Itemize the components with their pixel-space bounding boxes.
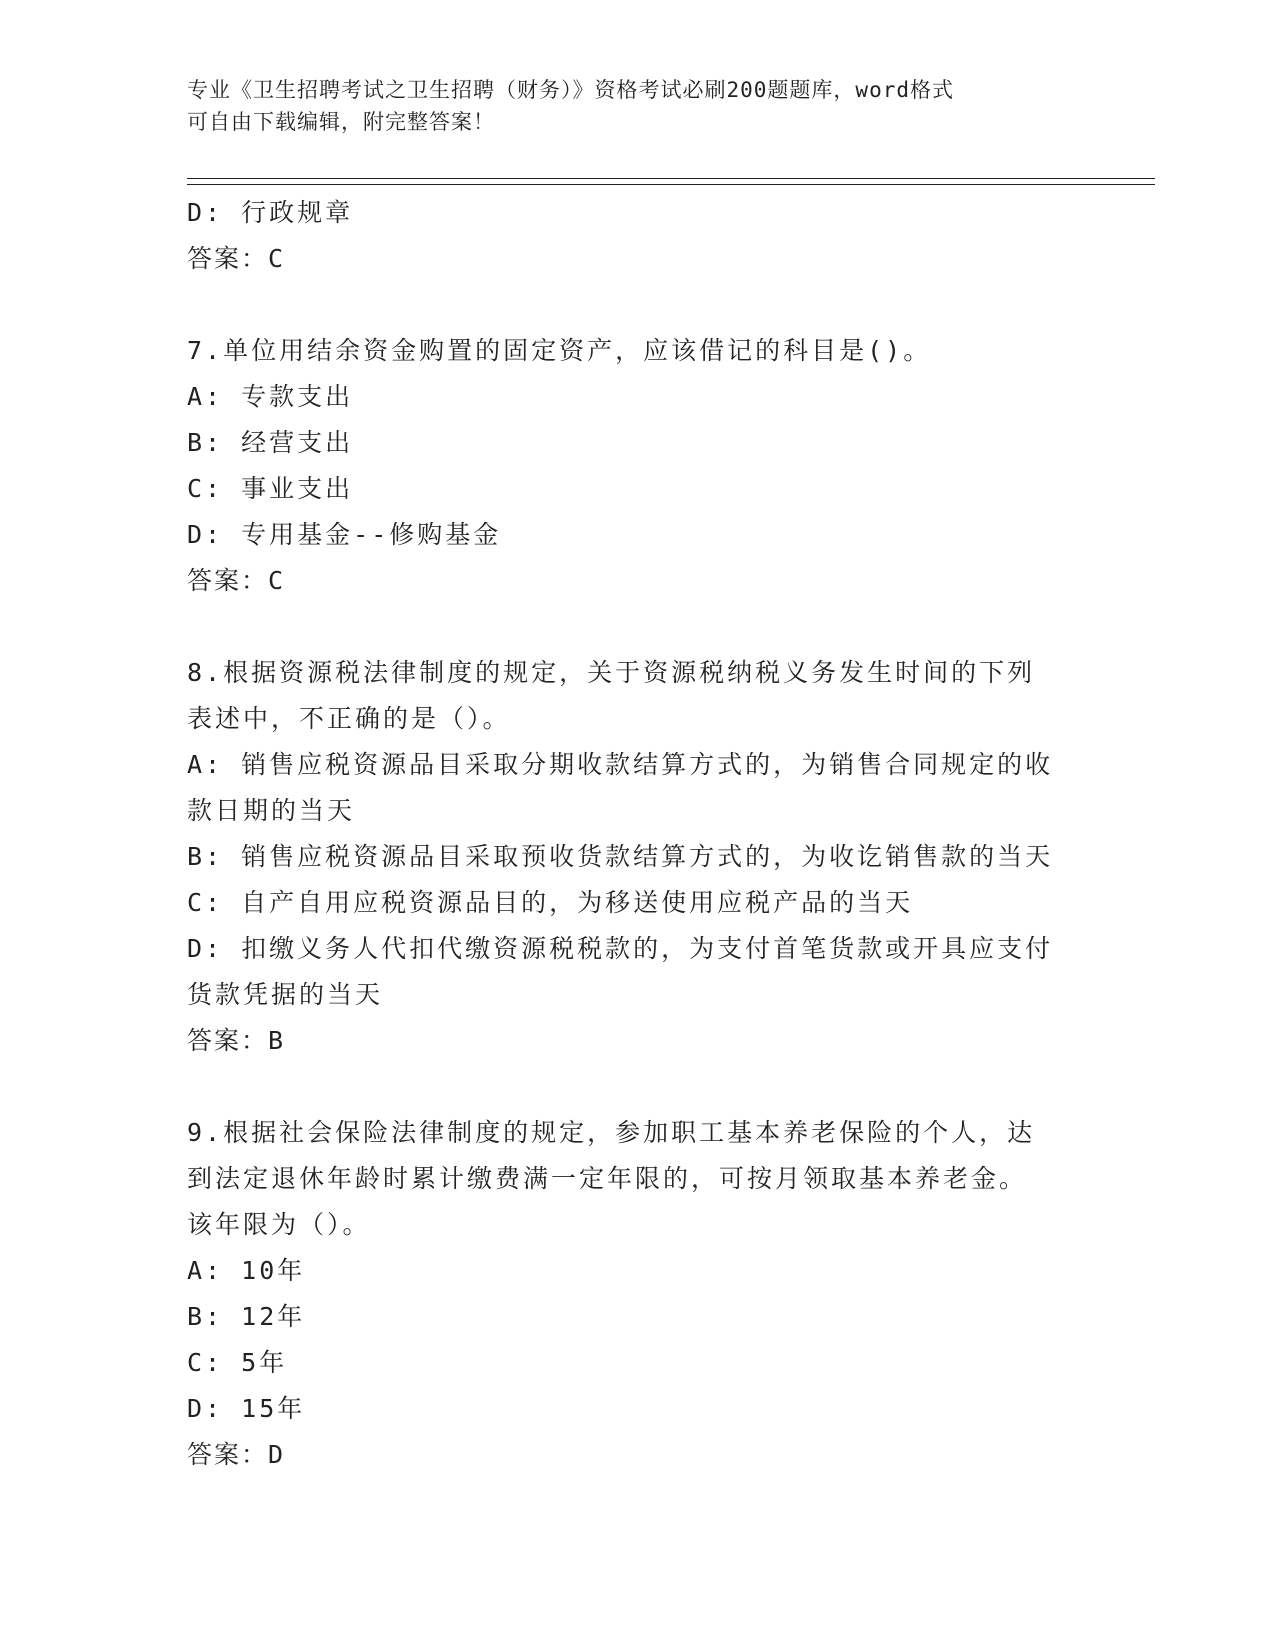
header-title-line-1: 专业《卫生招聘考试之卫生招聘（财务）》资格考试必刷200题题库，word格式 <box>187 78 954 102</box>
option-d-line: 货款凭据的当天 <box>187 980 384 1009</box>
option-d: D: 行政规章 <box>187 198 354 227</box>
question-stem-line: 该年限为（）。 <box>187 1210 371 1239</box>
answer-line: 答案：B <box>187 1026 286 1055</box>
option-a <box>187 742 1087 834</box>
question-7 <box>187 328 1087 604</box>
question-stem <box>187 650 1087 742</box>
question-stem-line: 7.单位用结余资金购置的固定资产，应该借记的科目是()。 <box>187 336 932 365</box>
option-a: A: 10年 <box>187 1256 306 1285</box>
option-a: A: 专款支出 <box>187 382 354 411</box>
option-b: B: 经营支出 <box>187 428 354 457</box>
answer-line: 答案：C <box>187 566 286 595</box>
option-d <box>187 926 1087 1018</box>
option-a-line: A: 销售应税资源品目采取分期收款结算方式的，为销售合同规定的收 <box>187 750 1054 779</box>
page-header <box>187 74 1067 138</box>
question-stem-line: 8.根据资源税法律制度的规定，关于资源税纳税义务发生时间的下列 <box>187 658 1036 687</box>
question-8 <box>187 650 1087 1064</box>
question-stem-line: 9.根据社会保险法律制度的规定，参加职工基本养老保险的个人，达 <box>187 1118 1036 1147</box>
document-body <box>187 190 1087 1478</box>
question-9 <box>187 1110 1087 1478</box>
question-stem-line: 表述中，不正确的是（）。 <box>187 704 511 733</box>
option-c: C: 5年 <box>187 1348 288 1377</box>
answer-line: 答案：D <box>187 1440 286 1469</box>
question-stem <box>187 328 1087 374</box>
option-d-line: D: 扣缴义务人代扣代缴资源税税款的，为支付首笔货款或开具应支付 <box>187 934 1054 963</box>
option-c: C: 自产自用应税资源品目的，为移送使用应税产品的当天 <box>187 888 914 917</box>
header-title-line-2: 可自由下载编辑，附完整答案！ <box>187 110 495 134</box>
option-c: C: 事业支出 <box>187 474 354 503</box>
previous-question-tail <box>187 190 1087 282</box>
question-stem <box>187 1110 1087 1248</box>
option-a-line: 款日期的当天 <box>187 796 356 825</box>
answer-line: 答案：C <box>187 244 286 273</box>
option-b: B: 销售应税资源品目采取预收货款结算方式的，为收讫销售款的当天 <box>187 842 1054 871</box>
question-stem-line: 到法定退休年龄时累计缴费满一定年限的，可按月领取基本养老金。 <box>187 1164 1028 1193</box>
header-divider <box>187 178 1155 185</box>
option-d: D: 15年 <box>187 1394 306 1423</box>
option-b: B: 12年 <box>187 1302 306 1331</box>
option-d: D: 专用基金--修购基金 <box>187 520 502 549</box>
